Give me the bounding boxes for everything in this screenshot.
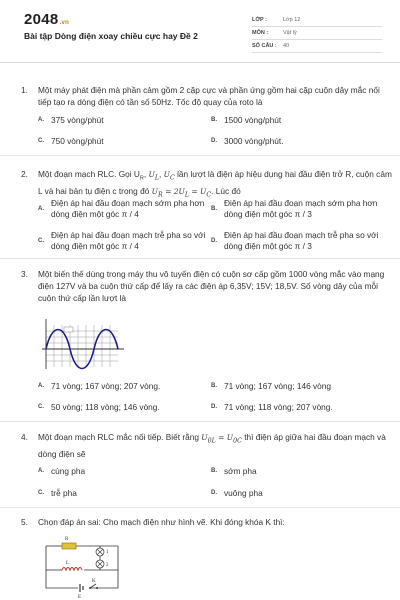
equation: $U_{0L} = U_{0C}$ xyxy=(201,433,242,445)
label-bulb-2: 2 xyxy=(106,563,109,568)
question-text: Một biến thế dùng trong máy thu vô tuyến điện có cuộn sơ cấp gồm 1000 vòng mắc vào mạng điện 127V và ba cuộn thứ cấp để lấy ra các điện áp 6,35V; 15V; 18,5V. Số vòng dây của mỗi cuộn thứ cấp lần lượt là xyxy=(38,269,385,303)
question-text: Chọn đáp án sai: Cho mạch điện như hình vẽ. Khi đóng khóa K thì: xyxy=(38,517,285,527)
label-l: L xyxy=(66,561,70,566)
page-header xyxy=(0,0,400,60)
header-divider xyxy=(0,62,400,63)
switch-icon xyxy=(90,584,96,588)
question-divider xyxy=(0,155,400,156)
question-number: 5. xyxy=(21,517,28,527)
question-divider xyxy=(0,507,400,508)
meta-subject: MÔN : Vật lý xyxy=(252,27,382,40)
label-e: E xyxy=(78,595,82,598)
meta-grade: LỚP : Lớp 12 xyxy=(252,14,382,27)
question-number: 4. xyxy=(21,432,28,442)
question-text: Một máy phát điện mà phần cảm gồm 2 cặp cực và phần ứng gồm hai cặp cuộn dây mắc nối tiếp tạo ra dòng điện có tần số 50Hz. Tốc độ quay của roto là xyxy=(38,85,380,107)
question-number: 1. xyxy=(21,85,28,95)
circuit-diagram xyxy=(38,530,130,598)
label-r: R xyxy=(65,537,69,542)
meta-question-count: SỐ CÂU : 40 xyxy=(252,40,382,53)
resistor-icon xyxy=(62,543,76,549)
page-title: Bài tập Dòng điện xoay chiều cực hay Đề 2 xyxy=(24,31,198,41)
question-divider xyxy=(0,421,400,422)
equation: $U_R = 2U_L = U_C$ xyxy=(151,186,212,199)
label-k: K xyxy=(92,579,96,584)
inductor-icon xyxy=(62,568,82,571)
label-bulb-1: 1 xyxy=(106,550,109,555)
question-number: 3. xyxy=(21,269,28,279)
sine-wave-figure xyxy=(40,315,126,371)
question-number: 2. xyxy=(21,169,28,179)
question-divider xyxy=(0,258,400,259)
site-logo[interactable]: 2048.vn xyxy=(24,11,70,28)
question-text: Một đoạn mạch RLC. Gọi $U_R$, $U_L$, $U_C$ lần lượt là điện áp hiệu dụng hai đầu điện trở R, cuộn cảm L và hai bản tụ điện c trong đó $U_R = 2U_L = U_C$. Lúc đó xyxy=(38,169,392,199)
question-text: Một đoạn mạch RLC mắc nối tiếp. Biết rằng $U_{0L} = U_{0C}$ thì điện áp giữa hai đầu đoạn mạch và dòng điện sẽ xyxy=(38,432,386,459)
